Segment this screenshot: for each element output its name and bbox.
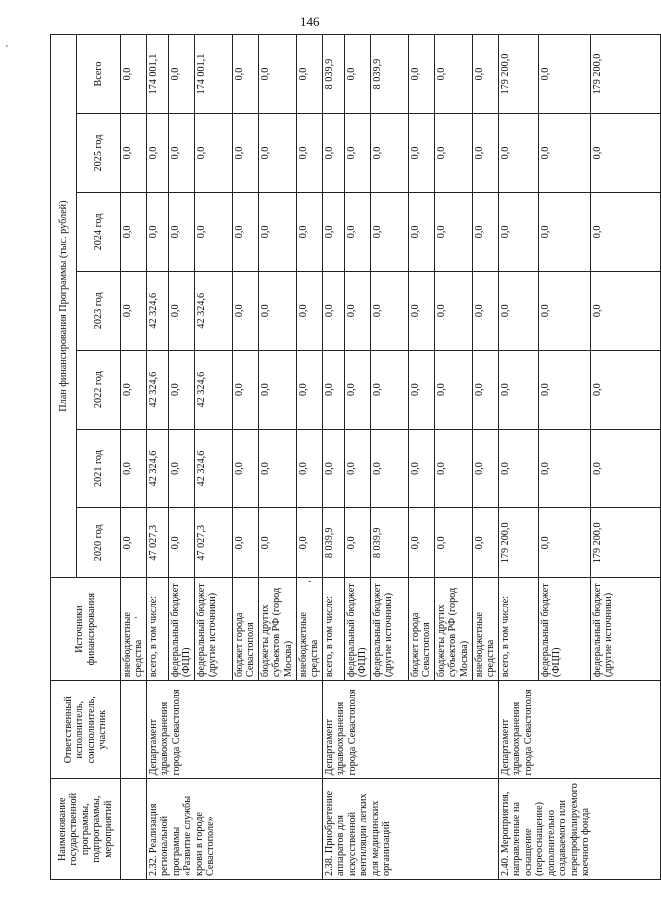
year-value-cell: 0,0 <box>259 508 297 578</box>
header-plan: План финансирования Программы (тыс. рублей) <box>51 35 77 578</box>
header-year: 2023 год <box>77 271 121 350</box>
header-year: 2024 год <box>77 192 121 271</box>
program-name-cell: 2.40. Мероприятия, направленные на оснащение (переоснащение) дополнительно создаваемого или перепрофилируемого коечного фонда <box>499 779 661 880</box>
funding-source-cell: федеральный бюджет (другие источники) <box>371 578 409 681</box>
year-value-cell: 0,0 <box>435 508 473 578</box>
table-row <box>323 35 345 880</box>
funding-source-cell: всего, в том числе: <box>499 578 539 681</box>
funding-source-cell: всего, в том числе: <box>323 578 345 681</box>
year-value-cell: 0,0 <box>371 350 409 429</box>
table-row <box>147 35 169 880</box>
header-executor: Ответственный исполнитель, соисполнитель, участник <box>51 681 121 779</box>
year-value-cell: 0,0 <box>473 192 499 271</box>
year-value-cell: 0,0 <box>371 192 409 271</box>
year-value-cell: 0,0 <box>345 114 371 193</box>
year-value-cell: 0,0 <box>499 192 539 271</box>
year-value-cell: 0,0 <box>233 114 259 193</box>
year-value-cell: 0,0 <box>499 429 539 508</box>
year-value-cell: 0,0 <box>409 271 435 350</box>
funding-source-cell: всего, в том числе: <box>147 578 169 681</box>
funding-source-cell: федеральный бюджет (ФЦП) <box>539 578 591 681</box>
header-name: Наименование государственной программы, подпрограммы, мероприятий <box>51 779 121 880</box>
stray-mark: - <box>308 576 312 587</box>
year-value-cell: 42 324,6 <box>147 271 169 350</box>
funding-source-cell: бюджет города Севастополя <box>409 578 435 681</box>
total-value-cell: 0,0 <box>539 35 591 114</box>
year-value-cell: 0,0 <box>499 271 539 350</box>
total-value-cell: 174 001,1 <box>195 35 233 114</box>
year-value-cell: 0,0 <box>297 114 323 193</box>
total-value-cell: 179 200,0 <box>499 35 539 114</box>
year-value-cell: 0,0 <box>409 192 435 271</box>
funding-source-cell: бюджеты других субъектов РФ (город Москва) <box>435 578 473 681</box>
year-value-cell: 0,0 <box>473 508 499 578</box>
year-value-cell: 0,0 <box>147 114 169 193</box>
year-value-cell: 0,0 <box>297 192 323 271</box>
year-value-cell: 0,0 <box>259 271 297 350</box>
year-value-cell: 0,0 <box>259 350 297 429</box>
total-value-cell: 0,0 <box>435 35 473 114</box>
year-value-cell: 0,0 <box>169 508 195 578</box>
year-value-cell: 0,0 <box>121 192 147 271</box>
funding-source-cell: внебюджетные средства <box>297 578 323 681</box>
year-value-cell: 0,0 <box>591 271 661 350</box>
year-value-cell: 0,0 <box>121 271 147 350</box>
total-value-cell: 0,0 <box>169 35 195 114</box>
funding-source-cell: внебюджетные средства <box>473 578 499 681</box>
year-value-cell: 0,0 <box>435 271 473 350</box>
year-value-cell: 0,0 <box>345 192 371 271</box>
year-value-cell: 0,0 <box>323 114 345 193</box>
program-name-cell: 2.32. Реализация региональной программы «Развитие службы крови в городе Севастополе» <box>147 779 323 880</box>
year-value-cell: 0,0 <box>121 429 147 508</box>
year-value-cell: 0,0 <box>259 114 297 193</box>
year-value-cell: 0,0 <box>323 192 345 271</box>
year-value-cell: 0,0 <box>195 114 233 193</box>
year-value-cell: 0,0 <box>169 429 195 508</box>
funding-source-cell: бюджет города Севастополя <box>233 578 259 681</box>
funding-source-cell: внебюджетные средства <box>121 578 147 681</box>
executor-cell: Департамент здравоохранения города Севастополя <box>323 681 499 779</box>
program-name-cell <box>121 779 147 880</box>
year-value-cell: 0,0 <box>409 350 435 429</box>
funding-source-cell: федеральный бюджет (ФЦП) <box>169 578 195 681</box>
year-value-cell: 179 200,0 <box>591 508 661 578</box>
funding-source-cell: федеральный бюджет (другие источники) <box>195 578 233 681</box>
year-value-cell: 0,0 <box>169 192 195 271</box>
year-value-cell: 0,0 <box>435 350 473 429</box>
header-year: 2021 год <box>77 429 121 508</box>
year-value-cell: 0,0 <box>539 508 591 578</box>
year-value-cell: 0,0 <box>409 508 435 578</box>
table-row <box>499 35 539 880</box>
table-row <box>121 35 147 880</box>
funding-source-cell: федеральный бюджет (ФЦП) <box>345 578 371 681</box>
page-number: 146 <box>300 14 320 29</box>
year-value-cell: 0,0 <box>371 271 409 350</box>
year-value-cell: 0,0 <box>121 114 147 193</box>
year-value-cell: 0,0 <box>233 192 259 271</box>
funding-source-cell: федеральный бюджет (другие источники) <box>591 578 661 681</box>
rotated-table <box>50 34 615 880</box>
year-value-cell: 0,0 <box>473 429 499 508</box>
year-value-cell: 0,0 <box>121 350 147 429</box>
total-value-cell: 0,0 <box>473 35 499 114</box>
total-value-cell: 0,0 <box>259 35 297 114</box>
year-value-cell: 0,0 <box>169 114 195 193</box>
year-value-cell: 0,0 <box>297 508 323 578</box>
program-name-cell: 2.38. Приобретение аппаратов для искусственной вентиляции легких для медицинских организаций <box>323 779 499 880</box>
year-value-cell: 0,0 <box>323 271 345 350</box>
year-value-cell: 0,0 <box>435 114 473 193</box>
year-value-cell: 0,0 <box>591 192 661 271</box>
year-value-cell: 0,0 <box>345 508 371 578</box>
year-value-cell: 0,0 <box>435 429 473 508</box>
year-value-cell: 0,0 <box>371 114 409 193</box>
year-value-cell: 0,0 <box>539 271 591 350</box>
executor-cell <box>121 681 147 779</box>
year-value-cell: 0,0 <box>473 350 499 429</box>
stray-mark: ' <box>6 44 8 55</box>
year-value-cell: 0,0 <box>409 429 435 508</box>
year-value-cell: 0,0 <box>591 114 661 193</box>
year-value-cell: 0,0 <box>233 508 259 578</box>
year-value-cell: 0,0 <box>473 271 499 350</box>
year-value-cell: 0,0 <box>345 271 371 350</box>
total-value-cell: 0,0 <box>297 35 323 114</box>
header-year: 2022 год <box>77 350 121 429</box>
year-value-cell: 0,0 <box>539 429 591 508</box>
year-value-cell: 42 324,6 <box>195 429 233 508</box>
year-value-cell: 0,0 <box>323 429 345 508</box>
year-value-cell: 0,0 <box>435 192 473 271</box>
total-value-cell: 8 039,9 <box>323 35 345 114</box>
year-value-cell: 42 324,6 <box>195 350 233 429</box>
year-value-cell: 0,0 <box>345 429 371 508</box>
year-value-cell: 42 324,6 <box>147 429 169 508</box>
year-value-cell: 0,0 <box>169 350 195 429</box>
year-value-cell: 0,0 <box>473 114 499 193</box>
year-value-cell: 0,0 <box>591 429 661 508</box>
year-value-cell: 0,0 <box>499 350 539 429</box>
rotated-table-frame <box>50 34 615 880</box>
header-year: 2025 год <box>77 114 121 193</box>
year-value-cell: 0,0 <box>297 271 323 350</box>
funding-source-cell: бюджеты других субъектов РФ (город Москва) <box>259 578 297 681</box>
year-value-cell: 0,0 <box>539 114 591 193</box>
header-sources: Источники финансирования <box>51 578 121 681</box>
year-value-cell: 8 039,9 <box>371 508 409 578</box>
year-value-cell: 0,0 <box>195 192 233 271</box>
year-value-cell: 0,0 <box>259 192 297 271</box>
executor-cell: Департамент здравоохранения города Севастополя <box>147 681 323 779</box>
year-value-cell: 0,0 <box>409 114 435 193</box>
year-value-cell: 0,0 <box>323 350 345 429</box>
year-value-cell: 0,0 <box>297 429 323 508</box>
total-value-cell: 8 039,9 <box>371 35 409 114</box>
year-value-cell: 47 027,3 <box>147 508 169 578</box>
stray-mark: - <box>134 612 138 623</box>
year-value-cell: 0,0 <box>147 192 169 271</box>
year-value-cell: 0,0 <box>233 429 259 508</box>
year-value-cell: 0,0 <box>371 429 409 508</box>
year-value-cell: 42 324,6 <box>195 271 233 350</box>
total-value-cell: 0,0 <box>121 35 147 114</box>
header-year: 2020 год <box>77 508 121 578</box>
year-value-cell: 0,0 <box>499 114 539 193</box>
total-value-cell: 0,0 <box>233 35 259 114</box>
total-value-cell: 0,0 <box>345 35 371 114</box>
year-value-cell: 0,0 <box>169 271 195 350</box>
year-value-cell: 42 324,6 <box>147 350 169 429</box>
executor-cell: Департамент здравоохранения города Севастополя <box>499 681 661 779</box>
year-value-cell: 0,0 <box>297 350 323 429</box>
year-value-cell: 0,0 <box>591 350 661 429</box>
year-value-cell: 8 039,9 <box>323 508 345 578</box>
table-body <box>121 35 661 880</box>
year-value-cell: 0,0 <box>233 271 259 350</box>
year-value-cell: 0,0 <box>539 350 591 429</box>
financing-table <box>50 34 661 880</box>
header-total: Всего <box>77 35 121 114</box>
total-value-cell: 179 200,0 <box>591 35 661 114</box>
year-value-cell: 0,0 <box>345 350 371 429</box>
year-value-cell: 0,0 <box>121 508 147 578</box>
year-value-cell: 179 200,0 <box>499 508 539 578</box>
year-value-cell: 0,0 <box>259 429 297 508</box>
total-value-cell: 0,0 <box>409 35 435 114</box>
total-value-cell: 174 001,1 <box>147 35 169 114</box>
year-value-cell: 0,0 <box>539 192 591 271</box>
year-value-cell: 47 027,3 <box>195 508 233 578</box>
year-value-cell: 0,0 <box>233 350 259 429</box>
